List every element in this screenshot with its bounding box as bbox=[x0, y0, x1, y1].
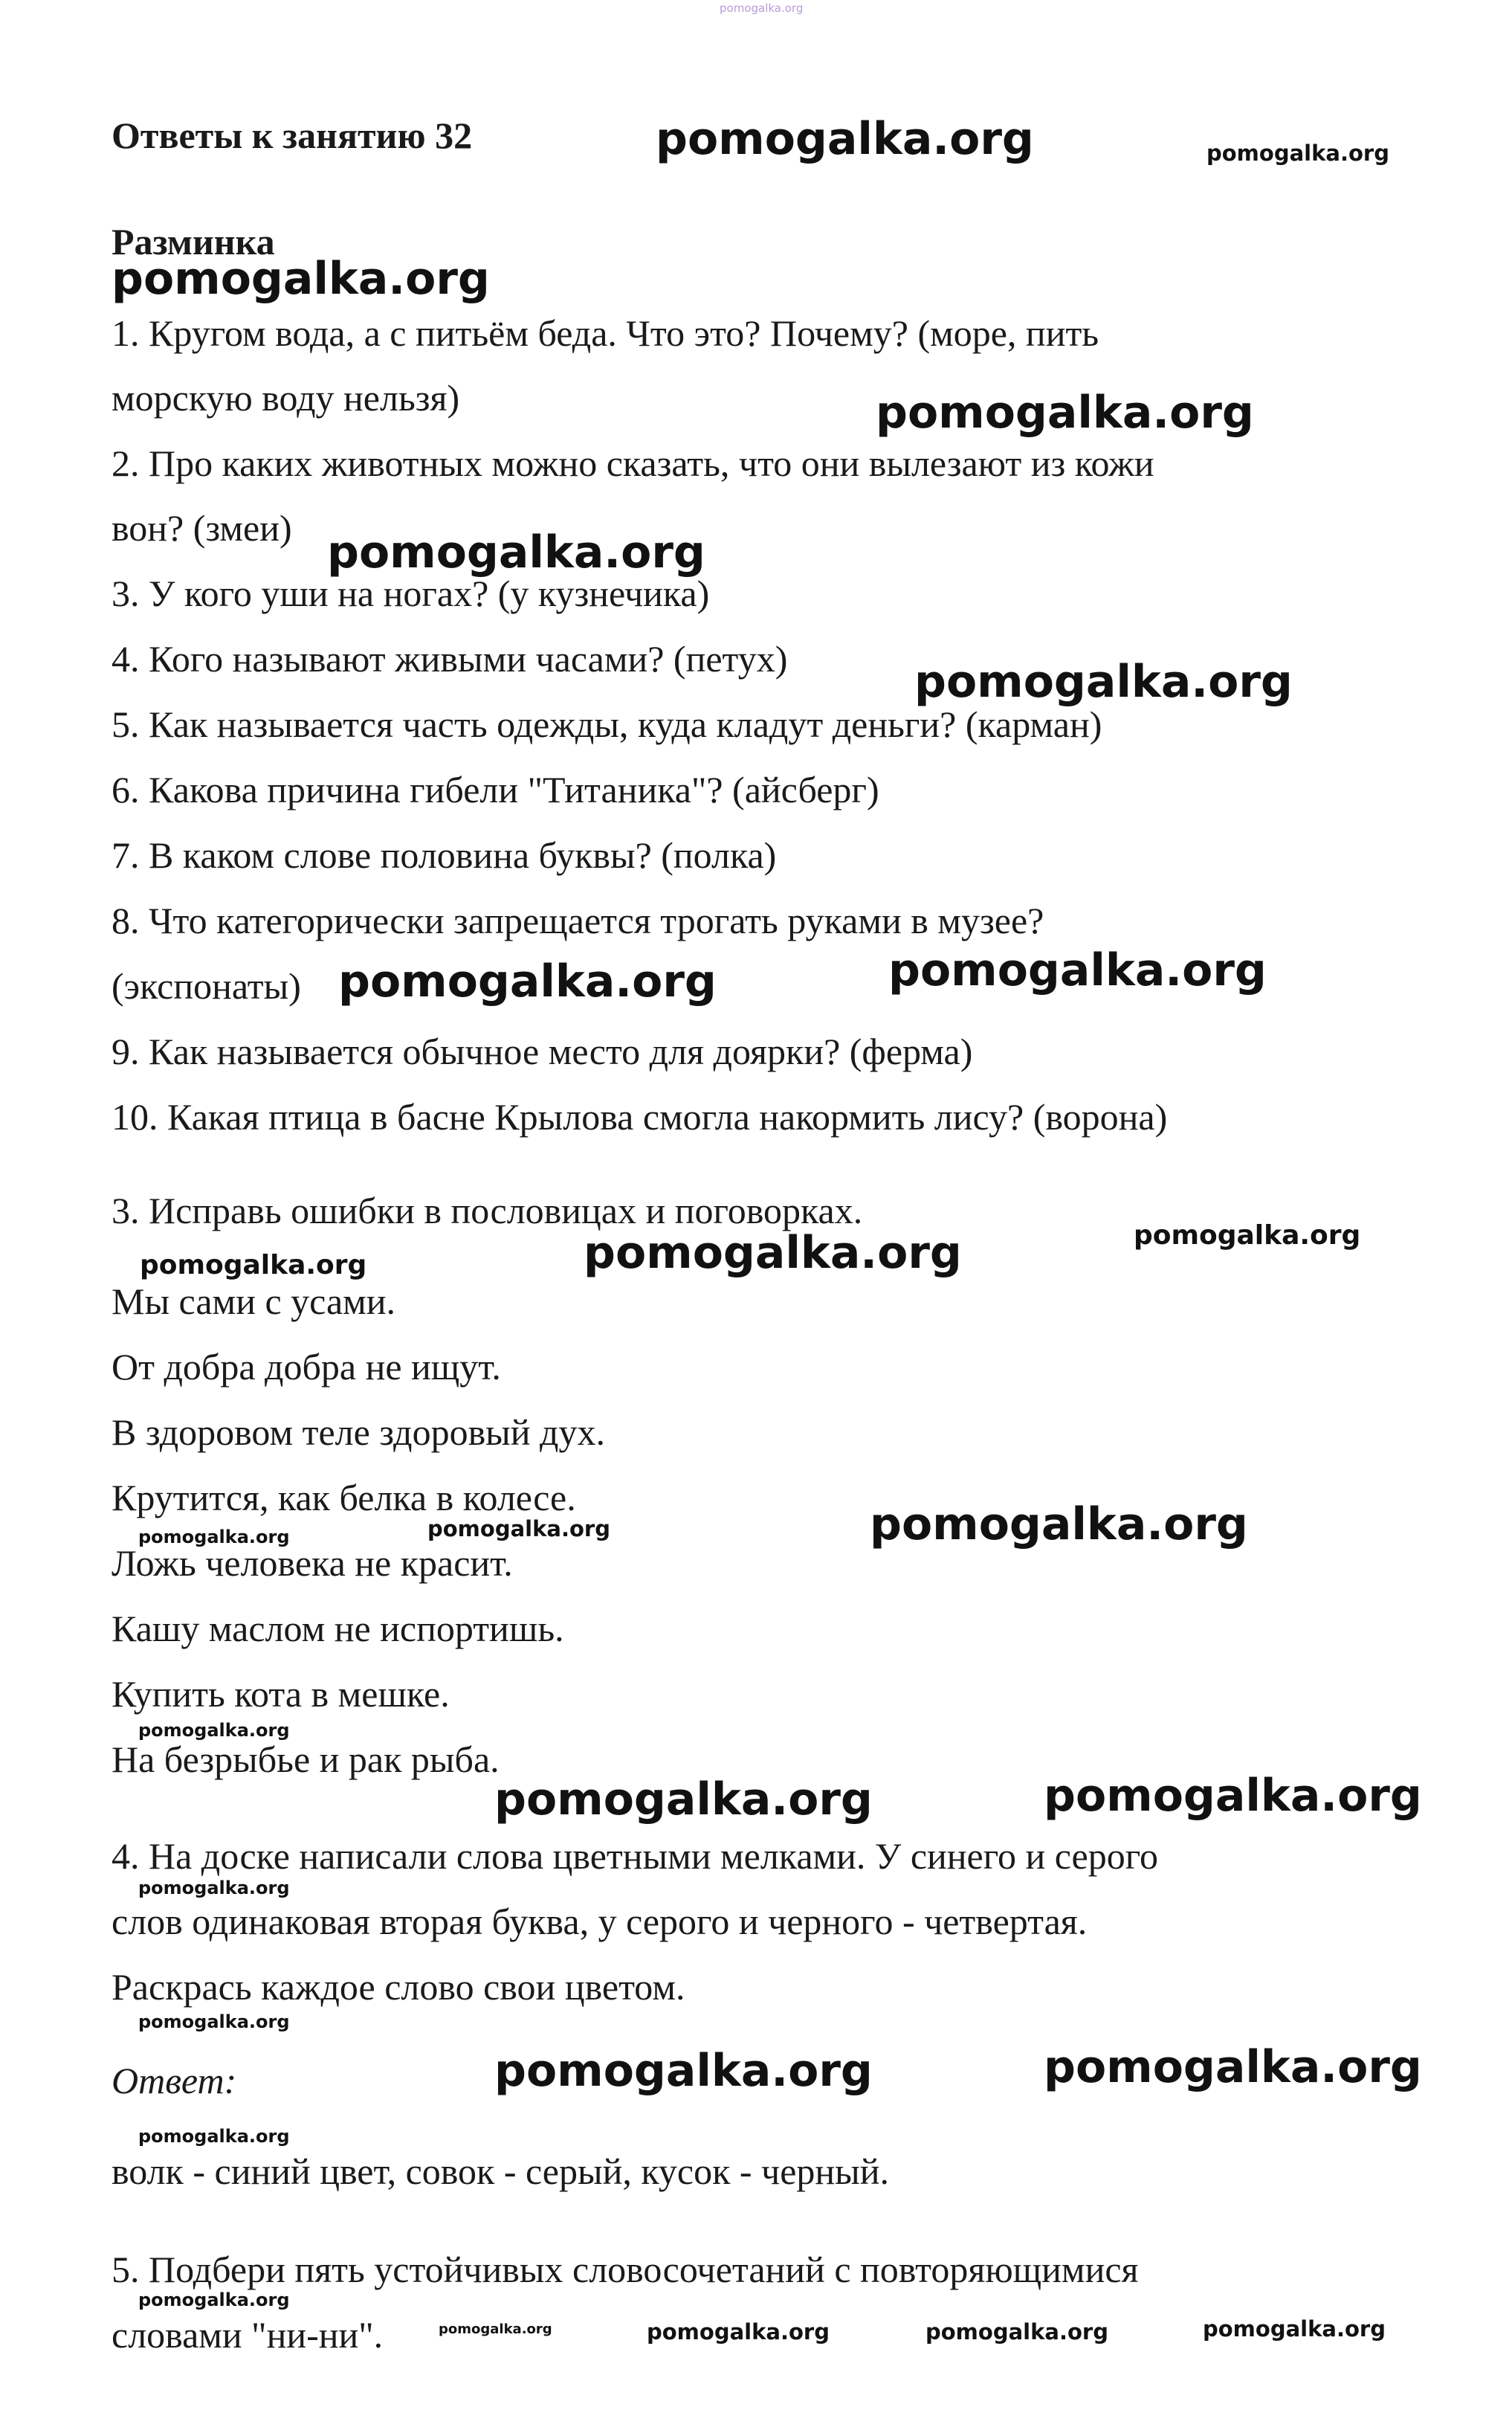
watermark: pomogalka.org bbox=[870, 1498, 1248, 1550]
watermark: pomogalka.org bbox=[1134, 1220, 1361, 1251]
watermark: pomogalka.org bbox=[494, 1773, 873, 1825]
watermark-top: pomogalka.org bbox=[720, 1, 804, 15]
warmup-line: морскую воду нельзя) bbox=[112, 377, 460, 419]
warmup-line: 3. У кого уши на ногах? (у кузнечика) bbox=[112, 573, 710, 614]
watermark: pomogalka.org bbox=[656, 113, 1034, 165]
warmup-line: 4. Кого называют живыми часами? (петух) bbox=[112, 638, 788, 680]
warmup-line: 2. Про каких животных можно сказать, что они вылезают из кожи bbox=[112, 442, 1154, 484]
watermark: pomogalka.org bbox=[584, 1227, 962, 1279]
watermark: pomogalka.org bbox=[427, 1516, 610, 1541]
proverb-line: Мы сами с усами. bbox=[112, 1280, 396, 1322]
watermark: pomogalka.org bbox=[494, 2045, 873, 2097]
watermark: pomogalka.org bbox=[1203, 2316, 1386, 2342]
watermark: pomogalka.org bbox=[138, 1527, 290, 1547]
warmup-line: 10. Какая птица в басне Крылова смогла накормить лису? (ворона) bbox=[112, 1096, 1168, 1138]
warmup-line: 8. Что категорически запрещается трогать руками в музее? bbox=[112, 900, 1044, 941]
task5-line: 5. Подбери пять устойчивых словосочетаний с повторяющимися bbox=[112, 2249, 1139, 2290]
warmup-line: 7. В каком слове половина буквы? (полка) bbox=[112, 834, 777, 876]
proverb-line: От добра добра не ищут. bbox=[112, 1346, 501, 1388]
task4-line: 4. На доске написали слова цветными мелками. У синего и серого bbox=[112, 1835, 1159, 1877]
warmup-line: 6. Какова причина гибели "Титаника"? (айсберг) bbox=[112, 769, 879, 811]
task4-line: Раскрась каждое слово свои цветом. bbox=[112, 1966, 685, 2008]
proverb-line: Крутится, как белка в колесе. bbox=[112, 1477, 576, 1518]
answer-label: Ответ: bbox=[112, 2060, 237, 2101]
watermark: pomogalka.org bbox=[112, 253, 490, 305]
proverb-line: Купить кота в мешке. bbox=[112, 1673, 450, 1715]
watermark: pomogalka.org bbox=[1206, 141, 1389, 166]
warmup-heading: Разминка bbox=[112, 221, 275, 262]
watermark: pomogalka.org bbox=[138, 1878, 290, 1898]
answer-text: волк - синий цвет, совок - серый, кусок - черный. bbox=[112, 2150, 889, 2192]
watermark: pomogalka.org bbox=[1044, 1770, 1422, 1822]
watermark: pomogalka.org bbox=[888, 944, 1267, 996]
watermark: pomogalka.org bbox=[338, 956, 717, 1008]
watermark: pomogalka.org bbox=[914, 656, 1293, 708]
proverb-line: Ложь человека не красит. bbox=[112, 1542, 513, 1584]
task5-line: словами "ни-ни". bbox=[112, 2314, 384, 2356]
warmup-line: 9. Как называется обычное место для доярки? (ферма) bbox=[112, 1031, 973, 1072]
watermark: pomogalka.org bbox=[138, 2126, 290, 2147]
proverb-line: В здоровом теле здоровый дух. bbox=[112, 1411, 605, 1453]
proverb-line: Кашу маслом не испортишь. bbox=[112, 1608, 564, 1649]
watermark: pomogalka.org bbox=[138, 2289, 290, 2310]
warmup-line: (экспонаты) bbox=[112, 965, 301, 1007]
task4-line: слов одинаковая вторая буква, у серого и черного - четвертая. bbox=[112, 1901, 1088, 1942]
watermark: pomogalka.org bbox=[327, 526, 705, 579]
proverb-line: На безрыбье и рак рыба. bbox=[112, 1738, 500, 1780]
watermark: pomogalka.org bbox=[138, 2011, 290, 2032]
page-title: Ответы к занятию 32 bbox=[112, 115, 473, 156]
watermark: pomogalka.org bbox=[140, 1250, 367, 1280]
watermark: pomogalka.org bbox=[138, 1720, 290, 1741]
watermark: pomogalka.org bbox=[876, 387, 1254, 439]
watermark: pomogalka.org bbox=[647, 2319, 830, 2345]
task3-heading: 3. Исправь ошибки в пословицах и поговорках. bbox=[112, 1190, 863, 1231]
warmup-line: 1. Кругом вода, а с питьём беда. Что это? Почему? (море, пить bbox=[112, 312, 1099, 354]
warmup-line: 5. Как называется часть одежды, куда кладут деньги? (карман) bbox=[112, 703, 1102, 745]
watermark: pomogalka.org bbox=[1044, 2041, 1422, 2093]
warmup-line: вон? (змеи) bbox=[112, 507, 292, 549]
watermark: pomogalka.org bbox=[925, 2319, 1108, 2345]
watermark: pomogalka.org bbox=[439, 2321, 552, 2337]
